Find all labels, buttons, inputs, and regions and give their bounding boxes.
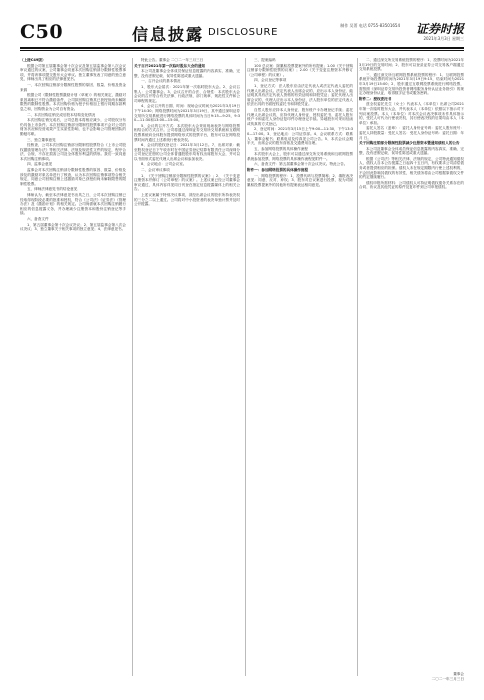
issue-date: 2021年3月3日 星期三 — [423, 36, 464, 41]
paragraph: 自然人股东应持本人身份证、股东账户卡办理登记手续；委托代理人出席会议的，应持代理人身份证、授权委托书、委托人股东账户卡和委托人身份证复印件办理登记手续。异地股东可采用信函或传真的方式登记。 — [247, 107, 353, 126]
paragraph: 二、本次回购注销完成后股本结构变化情况 — [27, 112, 96, 117]
paragraph: 1、第五届董事会第十次会议决议；2、第五届监事会第八次会议决议；3、独立董事关于相关事项的独立意见；4、法律意见书。 — [20, 222, 126, 232]
editor-line: 制作 吴菁 电话 0755-83501654 — [340, 23, 400, 28]
paragraph: 委托人签名（盖章）：委托人身份证号码：委托人股东账号：委托人持股数量：受托人签名：受托人身份证号码：委托日期：年 月 日。 — [359, 126, 464, 140]
paragraph: 六、备查文件 — [27, 217, 49, 221]
paragraph: 特此公告。董事会 二〇二一年三月三日 — [141, 58, 204, 62]
paragraph: 监事会对本次回购注销部分限制性股票的原因、数量、价格及涉及的激励对象名单进行了核查，认为本次回购注销事项符合相关规定，同意公司回购注销上述激励对象已获授但尚未解除限售的限制性股票。 — [20, 168, 126, 186]
page-header — [20, 20, 464, 48]
section-heading: 关于召开2021年第一次临时股东大会的通知 — [134, 63, 206, 68]
paragraph: 1、登记方式：法人股东应由法定代表人或法定代表人委托的代理人出席会议。法定代表人出席会议的，应出示本人身份证、能证明其具有法定代表人资格的有效证明和持股凭证；委托代理人出席会议的，代理人应出示本人身份证、法人股东单位的法定代表人依法出具的书面授权委托书和持股凭证。 — [247, 83, 353, 107]
paragraph: 经核查，公司本次回购注销部分限制性股票符合《上市公司股权激励管理办法》等相关法律、法规及规范性文件的规定，程序合法、合规，不存在损害公司及全体股东利益的情形。我们一致同意本次回购注销事项。 — [20, 143, 126, 161]
paragraph: 4、会议召开的日期、时间：现场会议时间为2021年3月19日下午14:30；网络投票时间为2021年3月19日，其中通过深圳证券交易所交易系统进行网络投票的具体时间为当日9:15—9:25，9:30—11:30和13:00—15:00。 — [134, 104, 240, 123]
paragraph: 一、本次回购注销部分限制性股票的原因、数量、价格及资金来源 — [20, 82, 126, 92]
text-column-2 — [134, 58, 240, 676]
paragraph: 三、提案编码 — [254, 58, 276, 62]
paragraph: 根据公司《限制性股票激励计划（草案）》的相关规定，激励对象因离职已不符合激励条件，公司拟回购注销其已获授但尚未解除限售的限制性股票。本次回购价格为授予价格加上银行同期存款利息之和，回购资金为公司自有资金。 — [20, 93, 126, 111]
header-rule-thin — [20, 50, 464, 51]
paragraph: 四、会议登记等事项 — [254, 78, 287, 83]
paragraph: 六、备查文件：第五届董事会第十次会议决议。特此公告。 — [254, 162, 348, 167]
paragraph: 一、网络投票的程序：1、投票代码与投票简称；2、填报表决意见：同意、反对、弃权；3、股东对总议案进行投票，视为对除累积投票提案外的其他所有提案表达相同意见。 — [247, 173, 353, 187]
paragraph: 根据公司第五届董事会第十次会议及第五届监事会第八次会议审议通过的议案，公司董事会同意本次回购注销部分限制性股票事项，并将该事项提交股东大会审议。独立董事发表了同意的独立意见，律师出具了相应的法律意见书。 — [20, 63, 126, 82]
paragraph: 根据《公司法》等相关法律、法规的规定，公司特此通知债权人，债权人自本公告披露之日起四十五日内，有权要求公司清偿债务或者提供相应的担保。债权人未在规定期限内行使上述权利的，不会因此影响其债权的有效性，相关债务将由公司根据原债权文件的约定继续履行。 — [359, 156, 464, 180]
paragraph: 8、会议地点：公司会议室。 — [141, 162, 187, 167]
paragraph: 6、会议的股权登记日：2021年3月12日。7、出席对象：截至股权登记日下午收市时在中国证券登记结算有限责任公司深圳分公司登记在册的公司全体普通股股东均有权出席股东大会，并可以以书面形式委托代理人出席会议和参加表决。 — [134, 143, 240, 161]
paragraph: 三、独立董事意见 — [27, 137, 56, 142]
section-title-cn: 信息披露 — [132, 25, 205, 44]
paragraph: 三、通过深交所互联网投票系统投票的程序：1、互联网投票系统开始投票的时间为2021年3月19日9:15，结束时间为2021年3月19日15:00；2、股东通过互联网投票系统进行网络投票，需按照《深圳证券交易所投资者网络服务身份认证业务指引》的规定办理身份认证，取得数字证书或服务密码。 — [359, 72, 464, 96]
column-text — [247, 58, 353, 187]
column-text — [20, 58, 126, 232]
paragraph: 五、参加网络投票的具体操作流程 — [254, 146, 308, 151]
column-text — [134, 58, 240, 207]
paragraph: 本公司及董事会全体成员保证信息披露的内容真实、准确、完整，没有虚假记载、误导性陈述或重大遗漏。 — [359, 146, 464, 156]
signature-line-2: 二〇二一年三月三日 — [431, 676, 464, 681]
page-number: C50 — [20, 21, 64, 43]
header-rule-thick — [20, 47, 464, 49]
masthead — [416, 20, 464, 37]
column-divider — [132, 58, 133, 676]
column-text — [359, 58, 464, 190]
newspaper-logo: 证券时报 — [415, 22, 464, 36]
paragraph: 本公司及董事会全体成员保证信息披露的内容真实、准确、完整，没有虚假记载、误导性陈述或重大遗漏。 — [134, 69, 240, 78]
paragraph: 二、通过深交所交易系统投票的程序：1、投票时间为2021年3月19日的交易时间；2、股东可以登录证券公司交易客户端通过交易系统投票。 — [359, 58, 464, 72]
paragraph: 债权申报所需材料：公司债权人可持证明债权债务关系存在的合同、协议及其他凭证的原件及复印件到公司申报债权。 — [359, 180, 464, 190]
column-divider — [245, 58, 246, 676]
paragraph: 本次回购注销完成后，公司总股本将相应减少，公司股权分布仍具备上市条件。本次回购注销部分限制性股票事项不会对公司的财务状况和经营成果产生实质性影响，也不会影响公司管理团队的勤勉尽职。 — [20, 118, 126, 136]
paragraph: 上述议案属于特别决议事项，须经出席会议的股东所持表决权的三分之二以上通过。公司将对中小投资者的表决单独计票并及时公开披露。 — [134, 193, 240, 207]
section-heading: 附件一：参加网络投票的具体操作流程 — [247, 168, 309, 173]
paragraph: 1、《关于回购注销部分限制性股票的议案》；2、《关于变更注册资本并修订〈公司章程〉的议案》。上述议案已经公司董事会审议通过，具体内容详见同日刊登在指定信息披露媒体上的相关公告。 — [134, 173, 240, 192]
section-heading: 关于回购注销部分限制性股票减少注册资本暨通知债权人的公告 — [359, 141, 460, 146]
text-column-3 — [247, 58, 353, 676]
paragraph: 四、监事会意见 — [27, 162, 53, 167]
paragraph: 五、律师法律意见书的结论意见 — [27, 187, 78, 192]
paragraph: 本次股东大会上，股东可以通过深交所交易系统和互联网投票系统参加投票，网络投票的具体操作流程见附件一。 — [247, 152, 353, 161]
paragraph: 2、登记时间：2021年3月15日上午9:00—11:30，下午13:30—17:00。3、登记地点：公司证券部。4、会议联系方式：联系人：董事会秘书；联系电话及传真见公司公告。5、本次会议会期半天，出席会议的股东食宿及交通费用自理。 — [247, 127, 353, 146]
section-heading: （上接C49版） — [20, 58, 46, 62]
paragraph: 一、召开会议的基本情况 — [141, 79, 181, 84]
signature-line-1: 董事会 — [453, 672, 464, 676]
paragraph: 二、会议审议事项 — [141, 168, 170, 173]
paragraph: 100 总议案：除累积投票提案外的所有提案；1.00《关于回购注销部分限制性股票的议案》；2.00《关于变更注册资本并修订〈公司章程〉的议案》。 — [247, 63, 353, 77]
text-column-4 — [359, 58, 464, 676]
paragraph: 兹全权委托先生（女士）代表本人（本单位）出席公司2021年第一次临时股东大会，并代表本人（本单位）依照以下指示对下列议案投票。本人（本单位）对本次会议表决事项未作具体指示的，受托人可代为行使表决权，其行使表决权的后果均由本人（本单位）承担。 — [359, 102, 464, 125]
section-title-en: DISCLOSURE — [208, 27, 278, 38]
paragraph: 1、股东大会届次：2021年第一次临时股东大会。2、会议召集人：公司董事会。3、会议召开的合法、合规性：本次股东大会会议的召开符合有关法律、行政法规、部门规章、规范性文件和公司章程的规定。 — [134, 84, 240, 103]
column-divider — [357, 58, 358, 676]
paragraph: 5、会议的召开方式：本次股东大会采用现场表决与网络投票相结合的方式召开。公司将通过深圳证券交易所交易系统和互联网投票系统向全体股东提供网络形式的投票平台，股东可以在网络投票时间内通过上述系统行使表决权。 — [134, 123, 240, 142]
paragraph: 律师认为，截至本法律意见书出具之日，公司本次回购注销已经取得现阶段必要的批准和授权，符合《公司法》《证券法》《管理办法》及《激励计划》的相关规定。公司尚需就本次回购注销履行相应的信息披露义务，并办理减少注册资本和股份注销登记等手续。 — [20, 193, 126, 216]
section-heading: 附件二：授权委托书 — [359, 96, 392, 101]
signature-block — [354, 672, 464, 681]
text-column-1 — [20, 58, 126, 676]
